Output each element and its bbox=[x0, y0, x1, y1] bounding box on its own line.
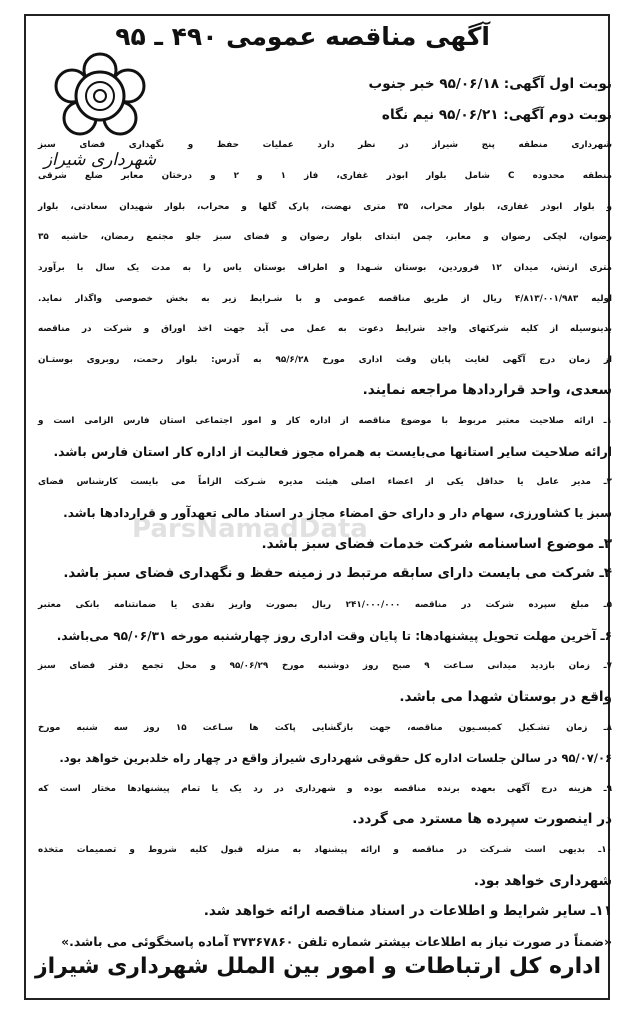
body-line: از زمان درج آگهی لغایت پایان وقت اداری مورخ ۹۵/۶/۲۸ به آدرس: بلوار رحمت، روبروی بوستـان bbox=[38, 355, 612, 365]
first-publication-line: نوبت اول آگهی: ۹۵/۰۶/۱۸ خبر جنوب bbox=[368, 76, 612, 92]
notice-title: آگهی مناقصه عمومی ۴۹۰ ـ ۹۵ bbox=[115, 22, 490, 51]
condition-2-cont: سبز یا کشاورزی، سهام دار و دارای حق امضاء مجاز در اسناد مالی تعهدآور و قراردادها باشد. bbox=[63, 506, 612, 520]
condition-3: ۳ـ موضوع اساسنامه شرکت خدمات فضای سبز باشد. bbox=[261, 536, 612, 552]
condition-9-cont: در اینصورت سپرده ها مسترد می گردد. bbox=[352, 811, 612, 827]
shiraz-municipality-logo bbox=[40, 42, 160, 150]
condition-11: ۱۱ـ سایر شرایط و اطلاعات در اسناد مناقصه ارائه خواهد شد. bbox=[203, 903, 612, 919]
condition-5: ۵ـ مبلغ سپرده شرکت در مناقصه ۲۴۱/۰۰۰/۰۰۰ ریال بصورت واریز نقدی یا ضمانتنامه بانکی معتبر bbox=[38, 600, 612, 610]
second-publication-line: نوبت دوم آگهی: ۹۵/۰۶/۲۱ نیم نگاه bbox=[381, 107, 612, 123]
condition-10: ۱۰ـ بدیهی است شـرکت در مناقصه و ارائه پیشنهاد به منزله قبول کلیه شروط و تصمیمات متخذه bbox=[38, 845, 612, 855]
body-line: متری ارتش، میدان ۱۲ فروردین، بوستان شـهدا و اطراف بوستان یاس را به مدت یک سال با برآورد bbox=[38, 263, 613, 273]
body-line: و بلوار ابوذر غفاری، بلوار محراب، ۳۵ متری نهضت، پارک گلها و محراب، بلوار شهیدان سعادتی، بلوار bbox=[38, 202, 612, 212]
body-line: منطقه محدوده C شامل بلوار ابوذر غفاری، فاز ۱ و ۲ و درختان معابر ضلع شرقی bbox=[38, 171, 612, 181]
logo-text: شهرداری شیراز bbox=[43, 150, 157, 170]
condition-9: ۹ـ هزینه درج آگهی بعهده برنده مناقصه بوده و شهرداری در رد یک یا تمام پیشنهادها مختار است که bbox=[38, 784, 612, 794]
condition-10-cont: شهرداری خواهد بود. bbox=[473, 873, 612, 889]
footer-signature: اداره کل ارتباطات و امور بین الملل شهرداری شیراز bbox=[34, 954, 602, 979]
condition-8: ۸ـ زمان تشـکیل کمیسـیون مناقصه، جهت بازگشایی پاکت ها سـاعت ۱۵ روز سه شنبه مورخ bbox=[38, 723, 612, 733]
contact-note: «ضمناً در صورت نیاز به اطلاعات بیشتر شماره تلفن ۳۷۳۶۷۸۶۰ آماده پاسخگوئی می باشد.» bbox=[61, 934, 612, 949]
condition-1: ۱ـ ارائه صلاحیت معتبر مربوط با موضوع مناقصه از اداره کار و امور اجتماعی استان فارس الزامی است و bbox=[38, 416, 612, 426]
watermark: ParsNamadData bbox=[132, 514, 368, 544]
condition-6: ۶ـ آخرین مهلت تحویل پیشنهادها: تا پایان وقت اداری روز چهارشنبه مورخه ۹۵/۰۶/۳۱ می‌باشد. bbox=[56, 629, 612, 643]
condition-7: ۷ـ زمان بازدید میدانی سـاعت ۹ صبح روز دوشنبه مورخ ۹۵/۰۶/۲۹ و محل تجمع دفتر فضای سبز bbox=[38, 661, 612, 671]
condition-4: ۴ـ شرکت می بایست دارای سابقه مرتبط در زمینه حفظ و نگهداری فضای سبز باشد. bbox=[63, 566, 612, 581]
condition-1-cont: ارائه صلاحیت سایر استانها می‌بایست به همراه مجوز فعالیت از اداره کار استان فارس باشد. bbox=[53, 444, 612, 459]
body-line: بدینوسیله از کلیه شرکتهای واجد شرایط دعوت به عمل می آید جهت اخذ اوراق و شرکت در مناقصه bbox=[38, 324, 612, 334]
body-line: اولیه ۴/۸۱۳/۰۰۱/۹۸۳ ریال از طریق مناقصه عمومی و با شـرایط زیر به بخش خصوصی واگذار نماید. bbox=[38, 294, 612, 304]
condition-8-cont: ۹۵/۰۷/۰۶ در سالن جلسات اداره کل حقوقی شهرداری شیراز واقع در چهار راه خلدبرین خواهد بود. bbox=[59, 751, 612, 765]
body-line: شهرداری منطقه پنج شیراز در نظر دارد عملیات حفظ و نگهداری فضای سبز bbox=[38, 140, 612, 150]
body-line: رضوان، لچکی رضوان و معابر، چمن ابتدای بلوار رضوان و فضای سبز جلو مجتمع رمضان، حاشیه ۳۵ bbox=[38, 232, 612, 242]
condition-7-cont: واقع در بوستان شهدا می باشد. bbox=[399, 689, 612, 705]
body-line: سعدی، واحد قراردادها مراجعه نمایند. bbox=[362, 382, 612, 398]
condition-2: ۲ـ مدیر عامل یا حداقل یکی از اعضاء اصلی هیئت مدیره شـرکت الزاماً می بایست کارشناس فضای bbox=[38, 477, 612, 487]
